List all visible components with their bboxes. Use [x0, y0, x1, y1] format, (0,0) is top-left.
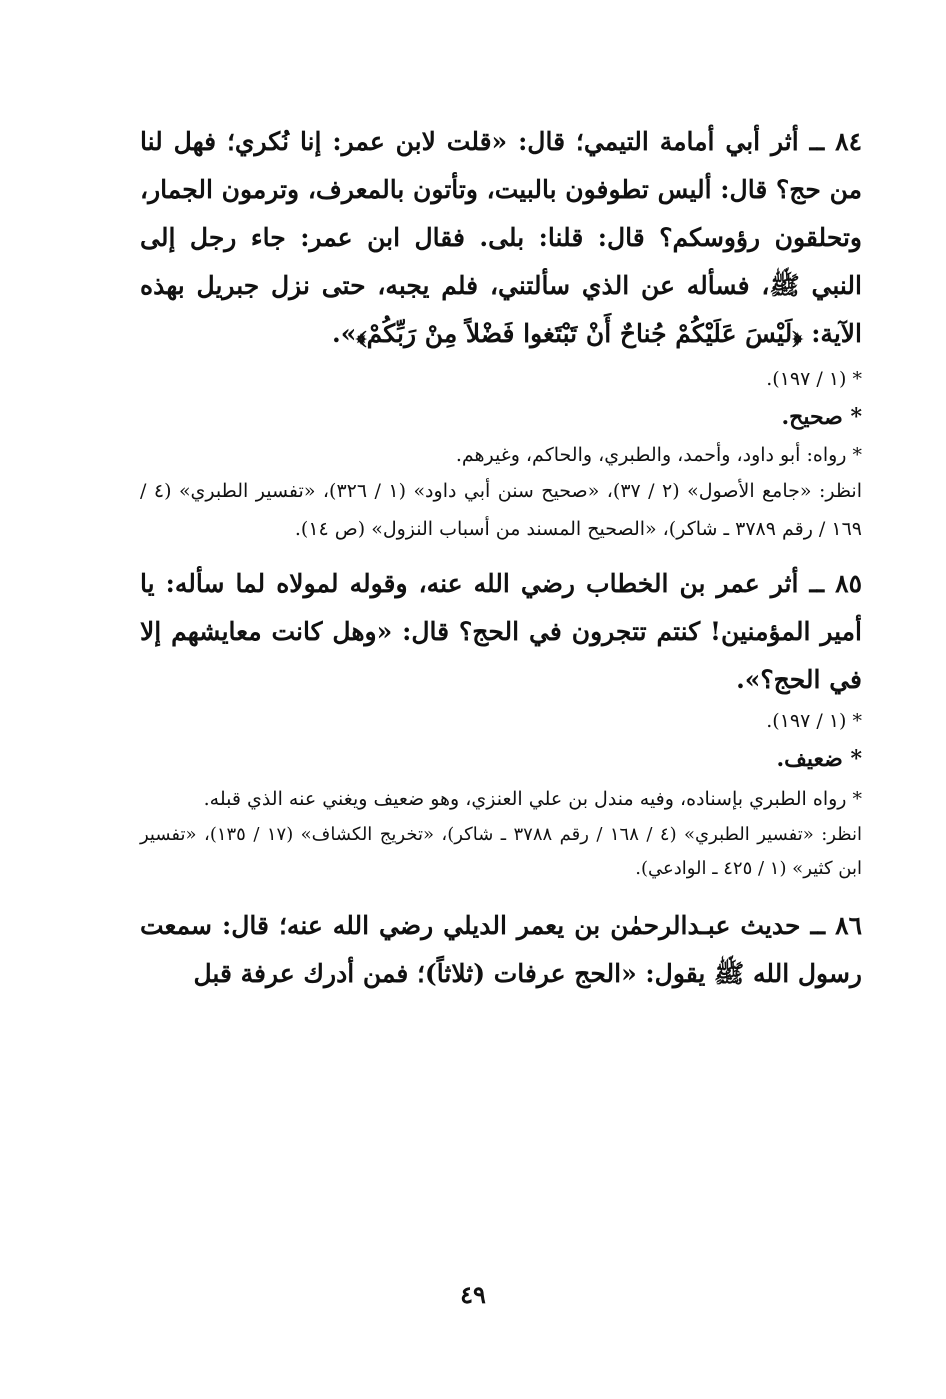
- entry-86-text: ٨٦ ــ حديث عبـدالرحمٰن بن يعمر الديلي رضي الله عنه؛ قال: سمعت رسول الله ﷺ يقول: «الحج عرفات (ثلاثاً)؛ فمن أدرك عرفة قبل: [140, 911, 862, 988]
- entry-85-location: * (١ / ١٩٧).: [766, 710, 862, 732]
- entry-85-narration: * رواه الطبري بإسناده، وفيه مندل بن علي العنزي، وهو ضعيف ويغني عنه الذي قبله.: [203, 788, 862, 810]
- page-number: ٤٩: [460, 1280, 486, 1309]
- entry-85-reference: انظر: «تفسير الطبري» (٤ / ١٦٨ / رقم ٣٧٨٨ ـ شاكر)، «تخريج الكشاف» (١٧ / ١٣٥)، «تفسير ابن كثير» (١ / ٤٢٥ ـ الوادعي).: [140, 824, 862, 879]
- entry-86: [140, 902, 862, 998]
- entry-84: [140, 118, 862, 548]
- entry-85-grade: * ضعيف.: [776, 746, 862, 772]
- entry-84-grade: * صحيح.: [781, 404, 862, 430]
- entry-85-text: ٨٥ ــ أثر عمر بن الخطاب رضي الله عنه، وقوله لمولاه لما سأله: يا أمير المؤمنين! كنتم تتجرون في الحج؟ قال: «وهل كانت معايشهم إلا في الحج؟».: [140, 569, 862, 694]
- entry-84-location: * (١ / ١٩٧).: [766, 368, 862, 390]
- entry-85: [140, 560, 862, 886]
- entry-84-reference: انظر: «جامع الأصول» (٢ / ٣٧)، «صحيح سنن أبي داود» (١ / ٣٢٦)، «تفسير الطبري» (٤ / ١٦٩ / رقم ٣٧٨٩ ـ شاكر)، «الصحيح المسند من أسباب النزول» (ص ١٤).: [140, 480, 862, 540]
- document-page: [140, 118, 862, 998]
- entry-84-narration: * رواه: أبو داود، وأحمد، والطبري، والحاكم، وغيرهم.: [455, 444, 862, 466]
- entry-84-text: ٨٤ ــ أثر أبي أمامة التيمي؛ قال: «قلت لابن عمر: إنا نُكري؛ فهل لنا من حج؟ قال: أليس تطوفون بالبيت، وتأتون بالمعرف، وترمون الجمار، وتحلقون رؤوسكم؟ قال: قلنا: بلى. فقال ابن عمر: جاء رجل إلى النبي ﷺ، فسأله عن الذي سألتني، فلم يجبه، حتى نزل جبريل بهذه الآية: ﴿لَيْسَ عَلَيْكُمْ جُناحٌ أَنْ تَبْتَغوا فَضْلاً مِنْ رَبِّكُمْ﴾».: [140, 127, 862, 348]
